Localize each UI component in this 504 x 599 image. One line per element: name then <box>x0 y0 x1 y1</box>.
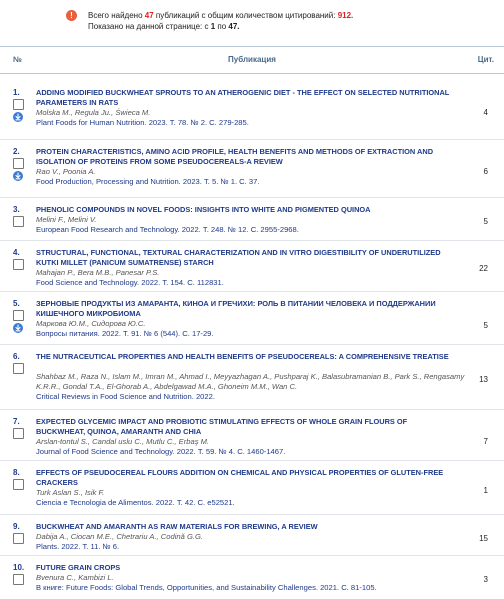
publication-authors[interactable]: Dabija A., Ciocan M.E., Chetrariu A., Codină G.G. <box>36 532 203 541</box>
publication-journal[interactable]: Ciencia e Tecnologia de Alimentos. 2022. Т. 42. С. e52521. <box>36 498 235 507</box>
publication-title-link[interactable]: ADDING MODIFIED BUCKWHEAT SPROUTS TO AN ATHEROGENIC DIET - THE EFFECT ON SELECTED NUTRITIONAL PARAMETERS IN RATS <box>36 88 450 107</box>
row-number: 6. <box>13 352 20 361</box>
row-number: 4. <box>13 248 20 257</box>
column-header-publication: Публикация <box>228 55 276 64</box>
publication-title-link[interactable]: ЗЕРНОВЫЕ ПРОДУКТЫ ИЗ АМАРАНТА, КИНОА И ГРЕЧИХИ: РОЛЬ В ПИТАНИИ ЧЕЛОВЕКА И ПОДДЕРЖАНИИ КИШЕЧНОГО МИКРОБИОМА <box>36 299 436 318</box>
row-divider <box>0 514 504 515</box>
shown-to-label: по <box>217 22 227 31</box>
search-summary <box>88 10 353 32</box>
row-number: 2. <box>13 147 20 156</box>
citation-count[interactable]: 4 <box>483 108 488 117</box>
publication-journal[interactable]: Plant Foods for Human Nutrition. 2023. Т. 78. № 2. С. 279-285. <box>36 118 249 127</box>
row-divider <box>0 555 504 556</box>
publication-authors[interactable]: Mahajan P., Bera M.B., Panesar P.S. <box>36 268 160 277</box>
shown-to: 47. <box>228 22 240 31</box>
citation-count[interactable]: 7 <box>483 437 488 446</box>
publication-authors[interactable]: Rao V., Poonia A. <box>36 167 96 176</box>
citation-count[interactable]: 3 <box>483 575 488 584</box>
row-number: 9. <box>13 522 20 531</box>
row-number: 3. <box>13 205 20 214</box>
publication-title-link[interactable]: STRUCTURAL, FUNCTIONAL, TEXTURAL CHARACTERIZATION AND IN VITRO DIGESTIBILITY OF UNDERUTILIZED KUTKI MILLET (PANICUM SUMATRENSE) STARCH <box>36 248 441 267</box>
row-divider <box>0 139 504 140</box>
publication-authors[interactable]: Маркова Ю.М., Сидорова Ю.С. <box>36 319 146 328</box>
row-divider <box>0 460 504 461</box>
row-divider <box>0 197 504 198</box>
citation-count[interactable]: 15 <box>479 534 488 543</box>
publication-journal[interactable]: Food Science and Technology. 2022. Т. 154. С. 112831. <box>36 278 224 287</box>
publication-authors[interactable]: Shahbaz M., Raza N., Islam M., Imran M., Ahmad I., Meyyazhagan A., Pushparaj K., Balasubramanian B., Park S., Rengasamy K.R.R., Gondal T.A., El-Ghorab A., Abdelgawad M.A., Ghoneim M.M., Wan C. <box>36 372 465 391</box>
publication-authors[interactable]: Molska M., Regula Ju., Świeca M. <box>36 108 151 117</box>
shown-label: Показано на данной странице: с <box>88 22 209 31</box>
publication-authors[interactable]: Arslan-tontul S., Candal uslu C., Mutlu C., Erbaş M. <box>36 437 210 446</box>
publication-title-link[interactable]: EFFECTS OF PSEUDOCEREAL FLOURS ADDITION ON CHEMICAL AND PHYSICAL PROPERTIES OF GLUTEN-FREE CRACKERS <box>36 468 444 487</box>
download-icon[interactable] <box>13 171 23 181</box>
select-checkbox[interactable] <box>13 99 24 110</box>
summary-citations-label: публикаций с общим количеством цитирований: <box>155 11 336 20</box>
row-divider <box>0 291 504 292</box>
publication-authors[interactable]: Turk Aslan S., Isik F. <box>36 488 105 497</box>
row-divider <box>0 409 504 410</box>
select-checkbox[interactable] <box>13 158 24 169</box>
publication-journal[interactable]: Journal of Food Science and Technology. 2022. Т. 59. № 4. С. 1460-1467. <box>36 447 286 456</box>
row-number: 5. <box>13 299 20 308</box>
row-number: 7. <box>13 417 20 426</box>
publication-authors[interactable]: Bvenura C., Kambizi L. <box>36 573 114 582</box>
select-checkbox[interactable] <box>13 363 24 374</box>
publication-title-link[interactable]: THE NUTRACEUTICAL PROPERTIES AND HEALTH BENEFITS OF PSEUDOCEREALS: A COMPREHENSIVE TREATISE <box>36 352 449 361</box>
citation-count[interactable]: 22 <box>479 264 488 273</box>
publication-title-link[interactable]: BUCKWHEAT AND AMARANTH AS RAW MATERIALS FOR BREWING, A REVIEW <box>36 522 318 531</box>
summary-label: Всего найдено <box>88 11 143 20</box>
citation-count[interactable]: 1 <box>483 486 488 495</box>
publication-title-link[interactable]: EXPECTED GLYCEMIC IMPACT AND PROBIOTIC STIMULATING EFFECTS OF WHOLE GRAIN FLOURS OF BUCKWHEAT, QUINOA, AMARANTH AND CHIA <box>36 417 408 436</box>
select-checkbox[interactable] <box>13 533 24 544</box>
citation-count[interactable]: 13 <box>479 375 488 384</box>
select-checkbox[interactable] <box>13 216 24 227</box>
select-checkbox[interactable] <box>13 259 24 270</box>
publication-journal[interactable]: Plants. 2022. Т. 11. № 6. <box>36 542 120 551</box>
publication-journal[interactable]: Food Production, Processing and Nutrition. 2023. Т. 5. № 1. С. 37. <box>36 177 260 186</box>
select-checkbox[interactable] <box>13 574 24 585</box>
select-checkbox[interactable] <box>13 479 24 490</box>
download-icon[interactable] <box>13 323 23 333</box>
table-header <box>0 46 504 74</box>
publication-journal[interactable]: Вопросы питания. 2022. Т. 91. № 6 (544). С. 17-29. <box>36 329 214 338</box>
select-checkbox[interactable] <box>13 310 24 321</box>
column-header-citations: Цит. <box>477 55 494 64</box>
download-icon[interactable] <box>13 112 23 122</box>
citation-count[interactable]: 5 <box>483 217 488 226</box>
total-found-count: 47 <box>144 11 154 20</box>
row-divider <box>0 344 504 345</box>
publication-title-link[interactable]: FUTURE GRAIN CROPS <box>36 563 121 572</box>
row-number: 10. <box>13 563 25 572</box>
select-checkbox[interactable] <box>13 428 24 439</box>
publication-authors[interactable]: Melini F., Melini V. <box>36 215 97 224</box>
citation-count[interactable]: 5 <box>483 321 488 330</box>
publication-title-link[interactable]: PHENOLIC COMPOUNDS IN NOVEL FOODS: INSIGHTS INTO WHITE AND PIGMENTED QUINOA <box>36 205 371 214</box>
publication-journal[interactable]: В книге: Future Foods: Global Trends, Opportunities, and Sustainability Challenges. 2021. С. 81-105. <box>36 583 377 592</box>
shown-from: 1 <box>210 22 216 31</box>
row-number: 1. <box>13 88 20 97</box>
publication-journal[interactable]: European Food Research and Technology. 2022. Т. 248. № 12. С. 2955-2968. <box>36 225 299 234</box>
column-header-number: № <box>13 55 22 64</box>
total-citations-count: 912. <box>337 11 354 20</box>
info-icon: ! <box>66 10 77 21</box>
row-number: 8. <box>13 468 20 477</box>
citation-count[interactable]: 6 <box>483 167 488 176</box>
publication-title-link[interactable]: PROTEIN CHARACTERISTICS, AMINO ACID PROFILE, HEALTH BENEFITS AND METHODS OF EXTRACTION AND ISOLATION OF PROTEINS FROM SOME PSEUDOCEREALS-A REVIEW <box>36 147 434 166</box>
row-divider <box>0 240 504 241</box>
publication-journal[interactable]: Critical Reviews in Food Science and Nutrition. 2022. <box>36 392 215 401</box>
